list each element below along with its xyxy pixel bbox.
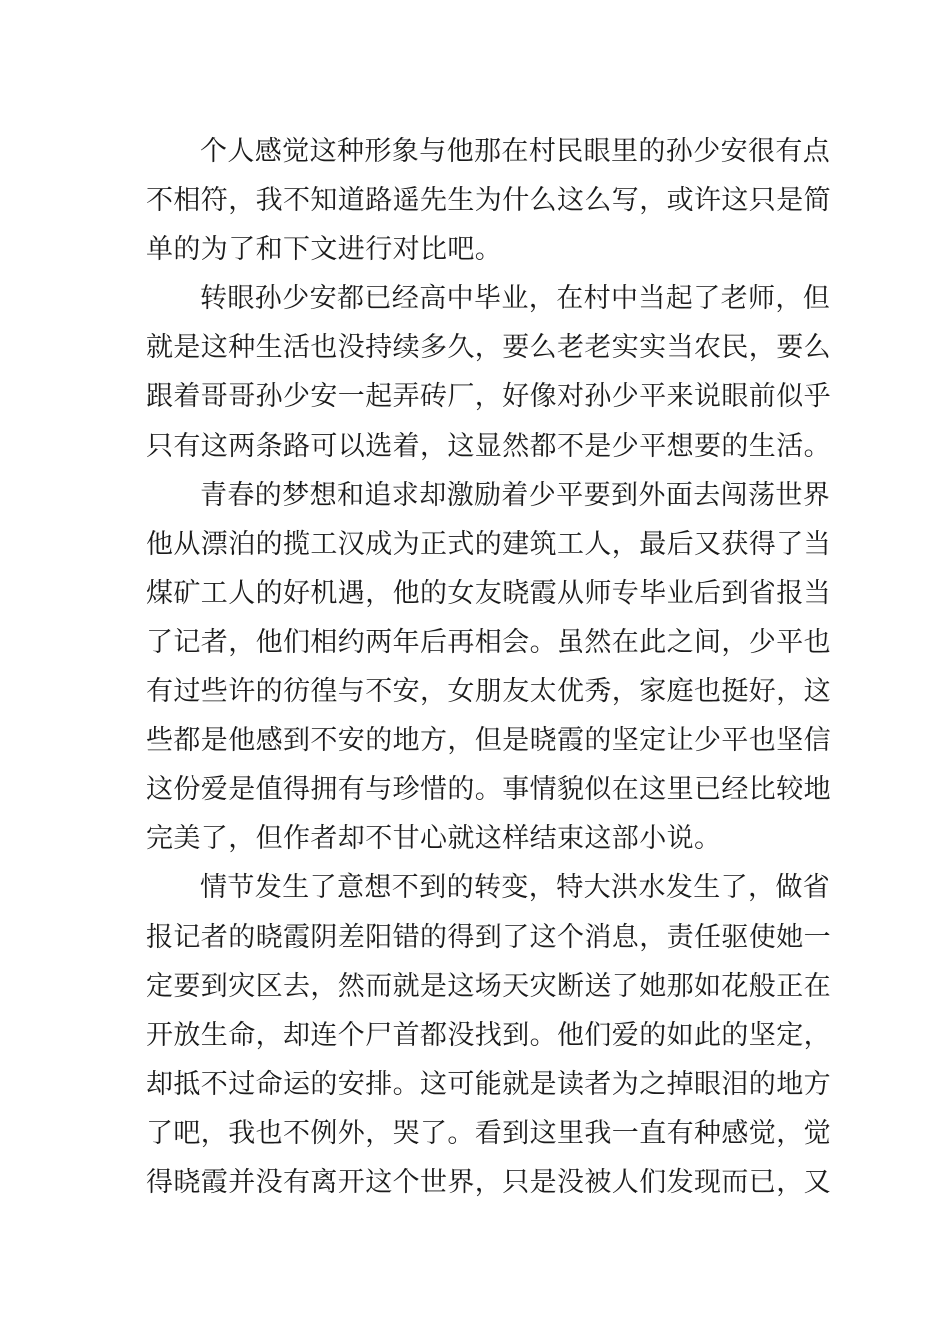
text-line: 定要到灾区去，然而就是这场天灾断送了她那如花般正在	[146, 970, 831, 1002]
paragraph-1	[146, 127, 831, 274]
text-line: 他从漂泊的揽工汉成为正式的建筑工人，最后又获得了当	[146, 528, 831, 560]
text-line: 就是这种生活也没持续多久，要么老老实实当农民，要么	[146, 332, 831, 364]
text-line: 煤矿工人的好机遇，他的女友晓霞从师专毕业后到省报当	[146, 577, 831, 609]
text-line: 情节发生了意想不到的转变，特大洪水发生了，做省	[200, 872, 831, 904]
paragraph-3	[146, 471, 831, 864]
text-line: 青春的梦想和追求却激励着少平要到外面去闯荡世界	[200, 479, 831, 511]
text-line: 转眼孙少安都已经高中毕业，在村中当起了老师，但	[200, 283, 831, 315]
text-line: 这份爱是值得拥有与珍惜的。事情貌似在这里已经比较地	[146, 774, 831, 806]
text-line: 得晓霞并没有离开这个世界，只是没被人们发现而已，又	[146, 1166, 831, 1198]
text-line: 只有这两条路可以选着，这显然都不是少平想要的生活。	[146, 430, 831, 462]
text-line: 却抵不过命运的安排。这可能就是读者为之掉眼泪的地方	[146, 1068, 831, 1100]
text-line: 了吧，我也不例外，哭了。看到这里我一直有种感觉，觉	[146, 1117, 831, 1149]
text-line: 开放生命，却连个尸首都没找到。他们爱的如此的坚定，	[146, 1019, 831, 1051]
text-line: 单的为了和下文进行对比吧。	[146, 234, 503, 266]
text-line: 个人感觉这种形象与他那在村民眼里的孙少安很有点	[200, 136, 831, 167]
paragraph-4	[146, 863, 831, 1207]
paragraph-2	[146, 274, 831, 470]
text-line: 了记者，他们相约两年后再相会。虽然在此之间，少平也	[146, 626, 831, 658]
text-line: 报记者的晓霞阴差阳错的得到了这个消息，责任驱使她一	[146, 921, 831, 953]
text-line: 些都是他感到不安的地方，但是晓霞的坚定让少平也坚信	[146, 725, 831, 757]
text-line: 跟着哥哥孙少安一起弄砖厂，好像对孙少平来说眼前似乎	[146, 381, 831, 413]
text-line: 有过些许的彷徨与不安，女朋友太优秀，家庭也挺好，这	[146, 676, 831, 708]
text-line: 不相符，我不知道路遥先生为什么这么写，或许这只是简	[146, 185, 831, 217]
body-text	[146, 127, 831, 1207]
text-line: 完美了，但作者却不甘心就这样结束这部小说。	[146, 823, 722, 855]
